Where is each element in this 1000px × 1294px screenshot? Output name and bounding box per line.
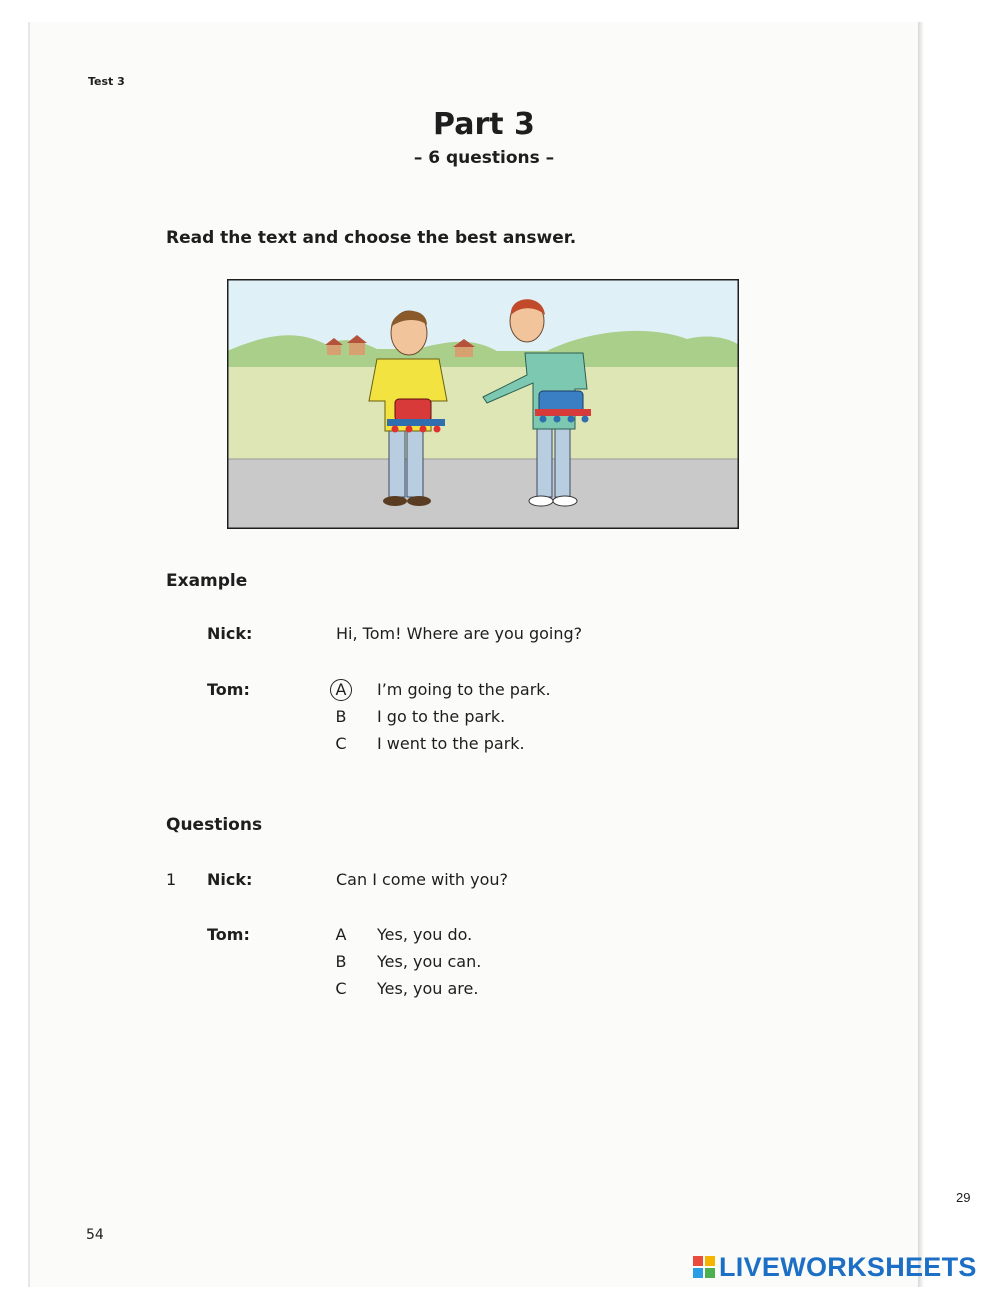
example-answer-speaker: Tom: <box>207 680 250 699</box>
example-option-b-letter[interactable]: B <box>335 707 347 726</box>
questions-heading: Questions <box>166 815 263 835</box>
question-1-prompt-speaker: Nick: <box>207 870 253 889</box>
example-option-a-letter-circled[interactable]: A <box>330 679 352 701</box>
question-1-number: 1 <box>166 870 177 889</box>
liveworksheets-brand[interactable] <box>693 1252 977 1282</box>
road <box>227 459 739 529</box>
question-1-option-a-letter[interactable]: A <box>335 925 347 944</box>
example-option-a-text: I’m going to the park. <box>377 680 551 699</box>
test-label: Test 3 <box>88 75 125 88</box>
example-prompt-text: Hi, Tom! Where are you going? <box>336 624 583 643</box>
liveworksheets-logo-icon <box>693 1256 715 1278</box>
page-number: 54 <box>86 1227 104 1243</box>
sheet-number: 29 <box>956 1190 971 1205</box>
example-option-b-text: I go to the park. <box>377 707 506 726</box>
part-subtitle: – 6 questions – <box>413 148 555 168</box>
example-option-c-text: I went to the park. <box>377 734 525 753</box>
part-title: Part 3 <box>433 107 535 142</box>
brand-name: LIVEWORKSHEETS <box>719 1251 977 1282</box>
worksheet-page <box>28 22 922 1287</box>
question-1-option-b-text: Yes, you can. <box>377 952 482 971</box>
example-option-c-letter[interactable]: C <box>335 734 347 753</box>
question-1-option-c-letter[interactable]: C <box>335 979 347 998</box>
instruction-text: Read the text and choose the best answer. <box>166 228 577 248</box>
question-1-option-b-letter[interactable]: B <box>335 952 347 971</box>
page-edge-shadow <box>918 22 924 1287</box>
example-heading: Example <box>166 571 248 591</box>
question-1-prompt-text: Can I come with you? <box>336 870 509 889</box>
example-prompt-speaker: Nick: <box>207 624 253 643</box>
question-1-option-a-text: Yes, you do. <box>377 925 473 944</box>
question-1-option-c-text: Yes, you are. <box>377 979 479 998</box>
question-1-answer-speaker: Tom: <box>207 925 250 944</box>
illustration-two-boys <box>227 279 739 529</box>
grass-field <box>227 367 739 459</box>
